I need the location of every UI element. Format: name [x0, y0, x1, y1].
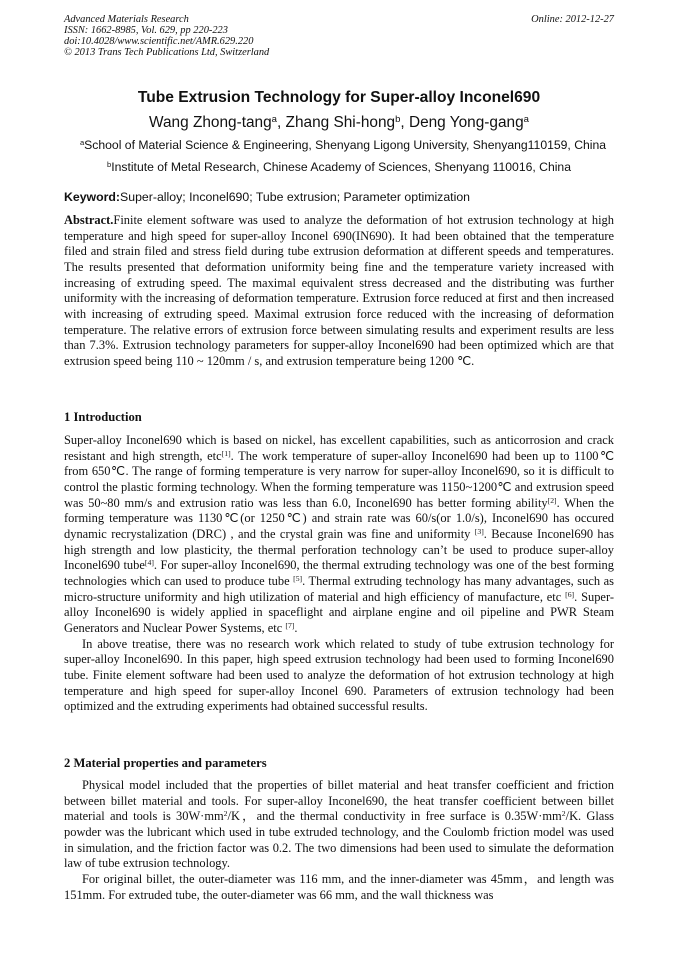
- author-name: Wang Zhong-tang: [149, 114, 272, 131]
- abstract: [64, 213, 614, 370]
- affiliation-a: [4, 138, 678, 152]
- keywords-text: Super-alloy; Inconel690; Tube extrusion; Parameter optimization: [120, 190, 471, 204]
- citation-superscript: [5]: [293, 573, 303, 583]
- paragraph: [64, 778, 614, 872]
- author-sup: a: [271, 113, 277, 125]
- journal-name: Advanced Materials Research: [64, 14, 189, 25]
- citation-superscript: [7]: [285, 620, 295, 630]
- paragraph-text: /K. Glass powder was the lubricant which used in tube extruded technology, and the Coulomb friction model was used in simulation, and the friction factor was 0.2. The two dimensions had been used to simulate the deformation law of tube extrusion technology.: [64, 809, 614, 871]
- section-materials-body: [64, 778, 614, 903]
- citation-superscript: [3]: [474, 526, 484, 536]
- paragraph: [64, 637, 614, 715]
- copyright: © 2013 Trans Tech Publications Ltd, Switzerland: [64, 47, 270, 58]
- section-heading: 1 Introduction: [64, 410, 142, 424]
- paragraph-text: /K，and the thermal conductivity in free surface is 0.35W·mm: [227, 809, 562, 824]
- paragraph: [64, 872, 614, 903]
- paragraph-text: . For super-alloy Inconel690, the thermal extruding technology was one of the best forming technologies which can used to produce tube: [64, 558, 614, 588]
- citation-superscript: [2]: [547, 495, 557, 505]
- paragraph-text: . When the forming temperature was 1130℃(or 1250℃) and strain rate was 60/s(or 1.0/s), Inconel690 has occured dynamic recrystalization (DRC) , and the crystal grain was fine and uniformity: [64, 495, 615, 541]
- online-date: Online: 2012-12-27: [531, 14, 614, 25]
- paragraph-text: In above treatise, there was no research work which related to study of tube extrusion technology for super-alloy Inconel690. In this paper, high speed extrusion technology had been used to forming Inconel690 tube. Finite element software had been used to analyze the deformation of hot extrusion technology at high temperature and high speed for super-alloy Inconel 690. Parameters of extrusion technology had been optimized and the extruding experiments had obtained successful results.: [64, 636, 614, 714]
- citation-superscript: [1]: [221, 448, 231, 458]
- affiliation-text: School of Material Science & Engineering, Shenyang Ligong University, Shenyang110159, China: [84, 138, 607, 152]
- author-sup: a: [523, 113, 529, 125]
- paragraph-text: . Super-alloy Inconel690 is widely applied in spaceflight and airplane engine and oil pipeline and PWR Steam Generators and Nuclear Power Systems, etc: [64, 589, 614, 635]
- paragraph-text: .: [294, 620, 298, 635]
- authors: Wang Zhong-tang$^a$, Zhang Shi-hong$^b$, Deng Yong-gang$^a$: [149, 113, 529, 131]
- affiliation-b: [0, 160, 678, 174]
- affiliation-sup: a: [79, 137, 85, 147]
- keywords-label: Keyword:: [64, 190, 121, 204]
- abstract-label: Abstract.: [64, 213, 114, 227]
- keywords: [64, 190, 470, 204]
- section-heading: 2 Material properties and parameters: [64, 756, 267, 770]
- citation-superscript: [6]: [565, 589, 575, 599]
- paragraph-text: . Because Inconel690 has high strength and low plasticity, the thermal perforation technology can’t be used to produce super-alloy Inconel690 tube: [64, 526, 614, 573]
- citation-superscript: 2: [561, 809, 566, 819]
- doi: doi:10.4028/www.scientific.net/AMR.629.220: [64, 36, 254, 47]
- paragraph: [64, 433, 614, 637]
- paper-title: Tube Extrusion Technology for Super-alloy Inconel690: [137, 89, 541, 106]
- paragraph-text: For original billet, the outer-diameter was 116 mm, and the inner-diameter was 45mm，and length was 151mm. For extruded tube, the outer-diameter was 66 mm, and the wall thickness was: [64, 871, 614, 902]
- author-name: Zhang Shi-hong: [285, 114, 396, 131]
- paragraph-text: Super-alloy Inconel690 which is based on nickel, has excellent capabilities, such as anticorrosion and crack resistant and high strength, etc: [64, 433, 614, 463]
- citation-superscript: [4]: [144, 558, 154, 568]
- author-sup: b: [395, 113, 401, 125]
- affiliation-text: Institute of Metal Research, Chinese Academy of Sciences, Shenyang 110016, China: [111, 160, 571, 174]
- issn: ISSN: 1662-8985, Vol. 629, pp 220-223: [64, 25, 228, 36]
- affiliation-sup: b: [107, 159, 112, 169]
- abstract-text: Finite element software was used to analyze the deformation of hot extrusion technology at high temperature and high speed for super-alloy Inconel 690(IN690). It had been obtained that the temperature filed and strain filed and stress field during tube extrusion deformation at different speeds and temperatures. The results presented that deformation uniformity being fine and the temperature variety increased with increasing of extruding speed. The maximal equivalent stress decreased and the distributing was further uniformity with the increasing of deformation temperature. Extrusion force reduced at first and then increased with increasing of extruding speed. Maximal extrusion force reduced with the increasing of deformation temperature. The relative errors of extrusion force between simulating results and experiment results are less than 7.3%. Extrusion technology parameters for supper-alloy Inconel690 had been optimized which are that extrusion speed being 110 ~ 120mm / s, and extrusion temperature being 1200 ℃.: [64, 213, 614, 368]
- paragraph-text: . The work temperature of super-alloy Inconel690 had been up to 1100℃ from 650℃. The range of forming temperature is very narrow for super-alloy Inconel690, so it is difficult to control the plastic forming technology. When the forming temperature was 1150~1200℃ and extrusion speed was 50~80 mm/s and extrusion ratio was less than 6.0, Inconel690 has better forming ability: [64, 448, 614, 510]
- author-name: Deng Yong-gang: [408, 114, 524, 131]
- citation-superscript: 2: [223, 809, 228, 819]
- journal-header: [64, 14, 269, 58]
- paragraph-text: Physical model included that the properties of billet material and heat transfer coefficient and friction between billet material and tools. For super-alloy Inconel690, the heat transfer coefficient between billet material and tools is 30W·mm: [64, 778, 614, 824]
- section-introduction-body: [64, 433, 614, 715]
- paragraph-text: . Thermal extruding technology has many advantages, such as micro-structure uniformity and high utilization of material and high efficiency of manufacture, etc: [64, 573, 614, 604]
